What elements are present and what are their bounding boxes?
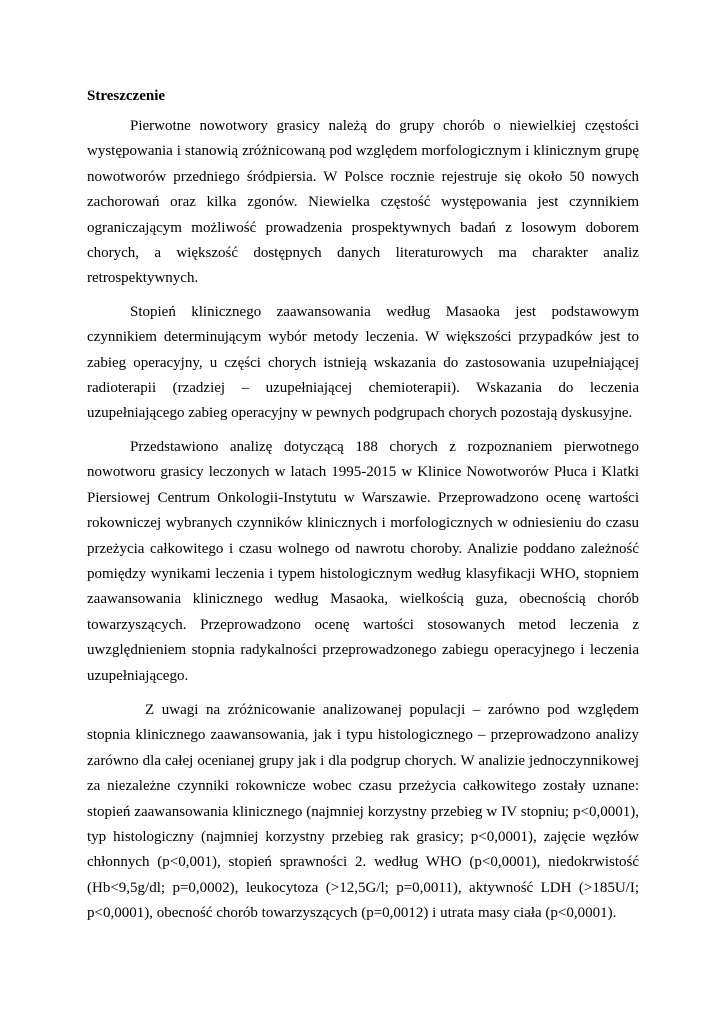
- paragraph-staging: Stopień klinicznego zaawansowania według Masaoka jest podstawowym czynnikiem determinującym wybór metody leczenia. W większości przypadków jest to zabieg operacyjny, u części chorych istnieją wskazania do zastosowania uzupełniającej radioterapii (rzadziej – uzupełniającej chemioterapii). Wskazania do leczenia uzupełniającego zabieg operacyjny w pewnych podgrupach chorych pozostają dyskusyjne.: [87, 303, 639, 422]
- document-page: [87, 84, 639, 935]
- paragraph-results: Z uwagi na zróżnicowanie analizowanej populacji – zarówno pod względem stopnia klinicznego zaawansowania, jak i typu histologicznego – przeprowadzono analizy zarówno dla całej ocenianej grupy jak i dla podgrup chorych. W analizie jednoczynnikowej za niezależne czynniki rokownicze wobec czasu przeżycia całkowitego zostały uznane: stopień zaawansowania klinicznego (najmniej korzystny przebieg w IV stopniu; p<0,0001), typ histologiczny (najmniej korzystny przebieg rak grasicy; p<0,0001), zajęcie węzłów chłonnych (p<0,001), stopień sprawności 2. według WHO (p<0,0001), niedokrwistość (Hb<9,5g/dl; p=0,0002), leukocytoza (>12,5G/l; p=0,0011), aktywność LDH (>185U/I; p<0,0001), obecność chorób towarzyszących (p=0,0012) i utrata masy ciała (p<0,0001).: [87, 701, 639, 922]
- paragraph-intro: Pierwotne nowotwory grasicy należą do grupy chorób o niewielkiej częstości występowania i stanowią zróżnicowaną pod względem morfologicznym i klinicznym grupę nowotworów przedniego śródpiersia. W Polsce rocznie rejestruje się około 50 nowych zachorowań oraz kilka zgonów. Niewielka częstość występowania jest czynnikiem ograniczającym możliwość prowadzenia prospektywnych badań z losowym doborem chorych, a większość dostępnych danych literaturowych ma charakter analiz retrospektywnych.: [87, 118, 639, 287]
- paragraph-analysis: Przedstawiono analizę dotyczącą 188 chorych z rozpoznaniem pierwotnego nowotworu grasicy leczonych w latach 1995-2015 w Klinice Nowotworów Płuca i Klatki Piersiowej Centrum Onkologii-Instytutu w Warszawie. Przeprowadzono ocenę wartości rokowniczej wybranych czynników klinicznych i morfologicznych w odniesieniu do czasu przeżycia całkowitego i czasu wolnego od nawrotu choroby. Analizie poddano zależność pomiędzy wynikami leczenia i typem histologicznym według klasyfikacji WHO, stopniem zaawansowania klinicznego według Masaoka, wielkością guza, obecnością chorób towarzyszących. Przeprowadzono ocenę wartości stosowanych metod leczenia z uwzględnieniem stopnia radykalności przeprowadzonego zabiegu operacyjnego i leczenia uzupełniającego.: [87, 438, 639, 684]
- section-heading: Streszczenie: [87, 88, 166, 104]
